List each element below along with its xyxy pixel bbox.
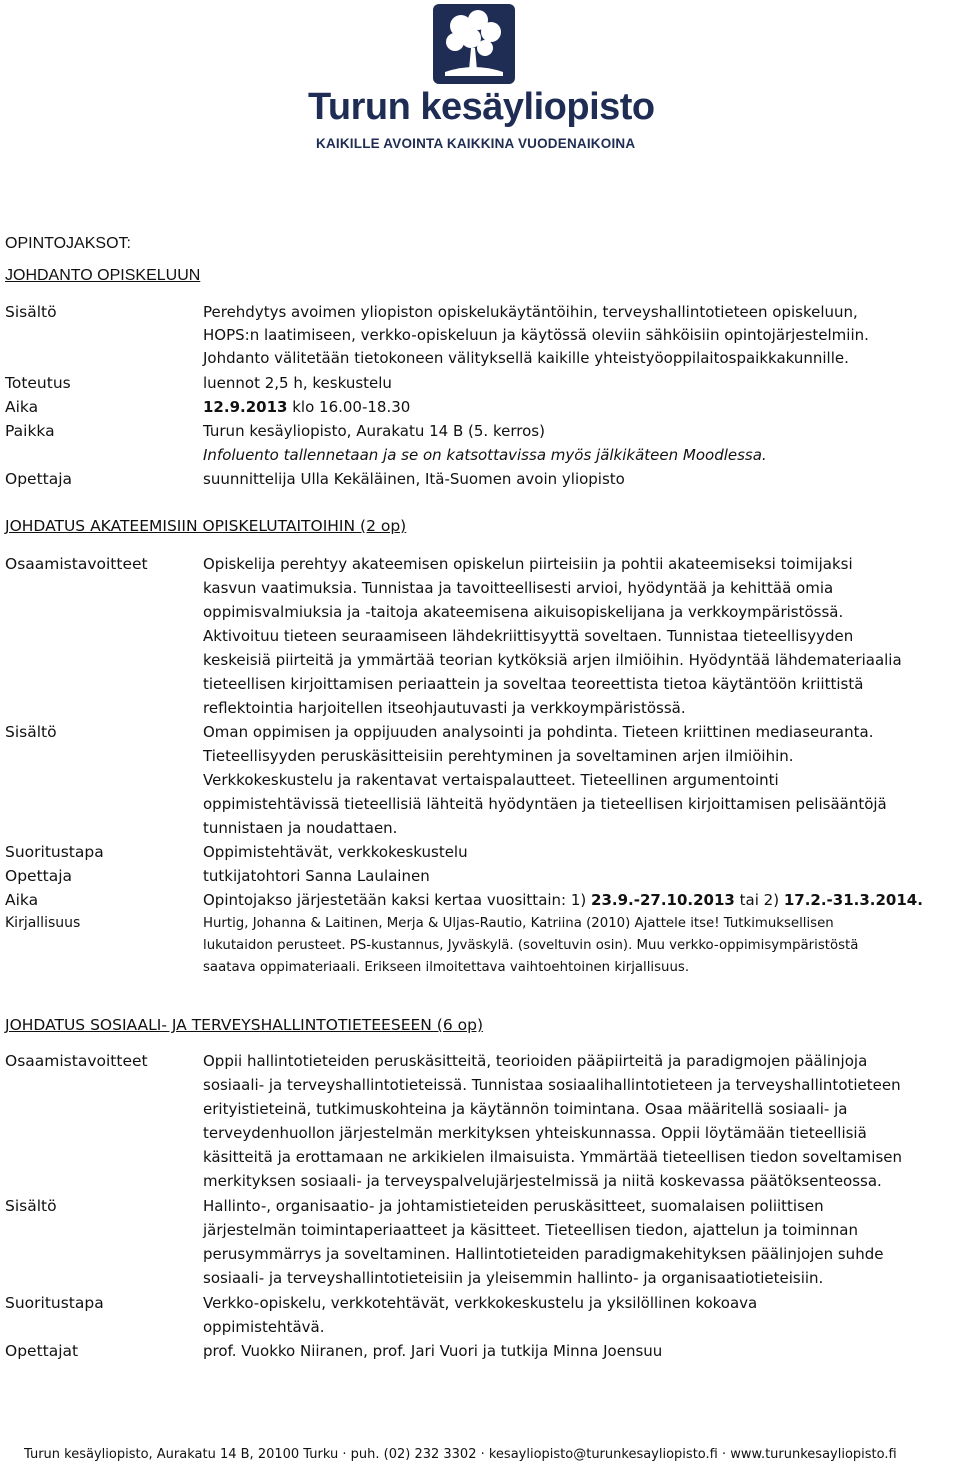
course3-osaamis-line: sosiaali- ja terveyshallintotieteissä. Tunnistaa sosiaalihallintotieteen ja terveyshallintotieteen <box>203 1076 901 1094</box>
logo-title: Turun kesäyliopisto <box>308 86 655 128</box>
course2-kirjallisuus-line: saatava oppimateriaali. Erikseen ilmoitettava vaihtoehtoinen kirjallisuus. <box>203 960 690 975</box>
course2-osaamis-label: Osaamistavoitteet <box>5 555 148 573</box>
section-title: OPINTOJAKSOT: <box>5 235 131 252</box>
course2-sisalto-line: Oman oppimisen ja oppijuuden analysointi ja pohdinta. Tieteen kriittinen mediaseuranta. <box>203 723 874 741</box>
course1-paikka: Turun kesäyliopisto, Aurakatu 14 B (5. kerros) <box>203 422 545 440</box>
logo-subtitle: KAIKILLE AVOINTA KAIKKINA VUODENAIKOINA <box>316 136 636 151</box>
course1-sisalto-line: Johdanto välitetään tietokoneen välityksellä kaikille yhteistyöoppilaitospaikkakunnille. <box>203 349 849 367</box>
course2-osaamis-line: keskeisiä piirteitä ja ymmärtää teorian kytköksiä arjen ilmiöihin. Hyödyntää lähdemateriaalia <box>203 651 902 669</box>
course2-aika-date1: 23.9.-27.10.2013 <box>591 891 735 909</box>
course3-opettajat-label: Opettajat <box>5 1342 79 1360</box>
course3-osaamis-label: Osaamistavoitteet <box>5 1052 148 1070</box>
course1-toteutus: luennot 2,5 h, keskustelu <box>203 374 392 392</box>
course2-aika-text: tai 2) <box>734 891 784 909</box>
course2-opettaja-label: Opettaja <box>5 867 73 885</box>
course2-osaamis-line: Aktivoituu tieteen seuraamiseen lähdekriittisyyttä soveltaen. Tunnistaa tieteellisyyden <box>203 627 854 645</box>
course1-sisalto-line: HOPS:n laatimiseen, verkko-opiskeluun ja käytössä oleviin sähköisiin opintojärjestelmiin. <box>203 326 869 344</box>
course2-osaamis-line: kasvun vaatimuksia. Tunnistaa ja tavoitteellisesti arvioi, hyödyntää ja kehittää omia <box>203 579 834 597</box>
course1-aika-label: Aika <box>5 398 39 416</box>
logo <box>0 0 960 200</box>
course2-suoritustapa-label: Suoritustapa <box>5 843 104 861</box>
course2-suoritustapa: Oppimistehtävät, verkkokeskustelu <box>203 843 468 861</box>
course1-paikka-label: Paikka <box>5 422 55 440</box>
course1-paikka-note: Infoluento tallennetaan ja se on katsottavissa myös jälkikäteen Moodlessa. <box>203 446 767 464</box>
course3-osaamis-line: terveydenhuollon järjestelmän merkityksen yhteiskunnassa. Oppii löytämään tieteellisiä <box>203 1124 867 1142</box>
course1-sisalto-label: Sisältö <box>5 303 57 321</box>
course1-toteutus-label: Toteutus <box>5 374 71 392</box>
course3-sisalto-line: sosiaali- ja terveyshallintotieteisiin ja yleisemmin hallinto- ja organisaatiotieteisiin. <box>203 1269 824 1287</box>
course2-aika <box>203 889 923 912</box>
course3-osaamis-line: Oppii hallintotieteiden peruskäsitteitä, teorioiden pääpiirteitä ja paradigmojen päälinjoja <box>203 1052 868 1070</box>
course1-aika-time: klo 16.00-18.30 <box>287 398 411 416</box>
course2-aika-date2: 17.2.-31.3.2014. <box>783 891 923 909</box>
course2-sisalto-line: Tieteellisyyden peruskäsitteisiin perehtyminen ja soveltaminen arjen ilmiöihin. <box>203 747 794 765</box>
course2-kirjallisuus-line: lukutaidon perusteet. PS-kustannus, Jyväskylä. (soveltuvin osin). Muu verkko-oppimisympäristöstä <box>203 938 859 953</box>
course3-suoritustapa-line: oppimistehtävä. <box>203 1318 325 1336</box>
course1-aika <box>203 396 410 419</box>
course3-opettajat: prof. Vuokko Niiranen, prof. Jari Vuori ja tutkija Minna Joensuu <box>203 1342 663 1360</box>
course2-aika-text: Opintojakso järjestetään kaksi kertaa vuosittain: 1) <box>203 891 592 909</box>
course2-title: JOHDATUS AKATEEMISIIN OPISKELUTAITOIHIN (2 op) <box>5 517 407 535</box>
course2-kirjallisuus-label: Kirjallisuus <box>5 915 81 931</box>
course3-osaamis-line: käsitteitä ja erottamaan ne arkikielen ilmaisuista. Ymmärtää tieteellisen tiedon soveltamisen <box>203 1148 903 1166</box>
course2-osaamis-line: Opiskelija perehtyy akateemisen opiskelun piirteisiin ja pohtii akateemiseksi toimijaksi <box>203 555 853 573</box>
course3-suoritustapa-label: Suoritustapa <box>5 1294 104 1312</box>
course2-opettaja: tutkijatohtori Sanna Laulainen <box>203 867 430 885</box>
footer: Turun kesäyliopisto, Aurakatu 14 B, 20100 Turku · puh. (02) 232 3302 · kesayliopisto@turunkesayliopisto.fi · www.turunkesayliopisto.fi <box>24 1447 897 1462</box>
course2-sisalto-label: Sisältö <box>5 723 57 741</box>
course3-suoritustapa-line: Verkko-opiskelu, verkkotehtävät, verkkokeskustelu ja yksilöllinen kokoava <box>203 1294 758 1312</box>
course3-sisalto-line: perusymmärrys ja soveltaminen. Hallintotieteiden paradigmakehityksen päälinjojen suhde <box>203 1245 884 1263</box>
course2-osaamis-line: oppimisvalmiuksia ja -taitoja akateemisena aikuisopiskelijana ja verkkoympäristössä. <box>203 603 844 621</box>
course3-sisalto-line: Hallinto-, organisaatio- ja johtamistieteiden peruskäsitteet, suomalaisen poliittisen <box>203 1197 824 1215</box>
course1-opettaja-label: Opettaja <box>5 470 73 488</box>
course3-osaamis-line: merkityksen sosiaali- ja terveyspalvelujärjestelmissä ja niitä koskevassa päätöksenteossa. <box>203 1172 882 1190</box>
course3-sisalto-label: Sisältö <box>5 1197 57 1215</box>
course3-sisalto-line: järjestelmän toimintaperiaatteet ja käsitteet. Tieteellisen tiedon, ajattelun ja toiminnan <box>203 1221 858 1239</box>
course3-osaamis-line: erityistieteinä, tutkimuskohteina ja käytännön toimintana. Osaa määritellä sosiaali- ja <box>203 1100 848 1118</box>
course3-title: JOHDATUS SOSIAALI- JA TERVEYSHALLINTOTIETEESEEN (6 op) <box>5 1016 484 1034</box>
course1-opettaja: suunnittelija Ulla Kekäläinen, Itä-Suomen avoin yliopisto <box>203 470 625 488</box>
course2-osaamis-line: reflektointia harjoitellen itseohjautuvasti ja verkkoympäristössä. <box>203 699 686 717</box>
course2-aika-label: Aika <box>5 891 39 909</box>
course1-aika-date: 12.9.2013 <box>203 398 288 416</box>
course1-sisalto-line: Perehdytys avoimen yliopiston opiskelukäytäntöihin, terveyshallintotieteen opiskeluun, <box>203 303 858 321</box>
course2-osaamis-line: tieteellisen kirjoittamisen periaattein ja soveltaa teoreettista tietoa käytäntöön kriittistä <box>203 675 864 693</box>
course2-sisalto-line: oppimistehtävissä tieteellisiä lähteitä hyödyntäen ja tieteellisen kirjoittamisen pelisääntöjä <box>203 795 887 813</box>
course2-sisalto-line: tunnistaen ja noudattaen. <box>203 819 398 837</box>
tree-logo-icon <box>433 4 515 84</box>
course1-title: JOHDANTO OPISKELUUN <box>5 267 201 284</box>
course2-kirjallisuus-line: Hurtig, Johanna & Laitinen, Merja & Uljas-Rautio, Katriina (2010) Ajattele itse! Tutkimuksellisen <box>203 916 834 931</box>
course2-sisalto-line: Verkkokeskustelu ja rakentavat vertaispalautteet. Tieteellinen argumentointi <box>203 771 779 789</box>
